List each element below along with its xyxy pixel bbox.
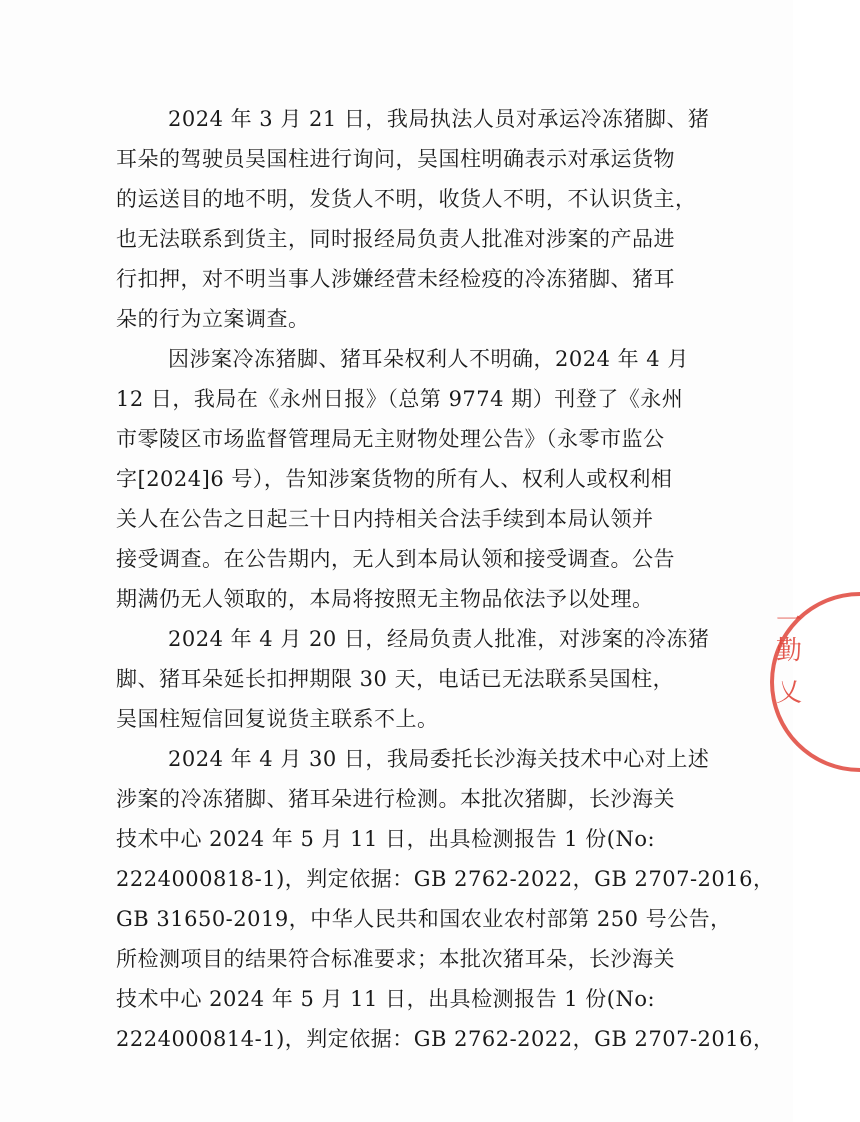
text-line: 的运送目的地不明，发货人不明，收货人不明，不认识货主，: [116, 187, 697, 211]
text-line: 12 日，我局在《永州日报》（总第 9774 期）刊登了《永州: [116, 387, 684, 411]
text-line: 接受调查。在公告期内，无人到本局认领和接受调查。公告: [116, 547, 675, 571]
text-line: 技术中心 2024 年 5 月 11 日，出具检测报告 1 份(No:: [116, 987, 656, 1011]
text-line: 2024 年 4 月 20 日，经局负责人批准，对涉案的冷冻猪: [168, 627, 710, 651]
text-line: 字[2024]6 号），告知涉案货物的所有人、权利人或权利相: [116, 467, 673, 491]
text-line: 2224000814-1)，判定依据：GB 2762-2022，GB 2707-2016，: [116, 1027, 775, 1051]
text-line: 期满仍无人领取的，本局将按照无主物品依法予以处理。: [116, 587, 654, 611]
text-line: 行扣押，对不明当事人涉嫌经营未经检疫的冷冻猪脚、猪耳: [116, 267, 675, 291]
text-line: 2224000818-1)，判定依据：GB 2762-2022，GB 2707-2016，: [116, 867, 775, 891]
text-line: GB 31650-2019，中华人民共和国农业农村部第 250 号公告，: [116, 907, 732, 931]
official-seal-fragment: [764, 592, 803, 772]
text-line: 也无法联系到货主，同时报经局负责人批准对涉案的产品进: [116, 227, 675, 251]
text-line: 因涉案冷冻猪脚、猪耳朵权利人不明确，2024 年 4 月: [168, 347, 689, 371]
text-line: 2024 年 4 月 30 日，我局委托长沙海关技术中心对上述: [168, 747, 710, 771]
text-line: 脚、猪耳朵延长扣押期限 30 天，电话已无法联系吴国柱，: [116, 667, 675, 691]
seal-char: 乂: [776, 678, 803, 708]
text-line: 朵的行为立案调查。: [116, 307, 310, 331]
text-line: 技术中心 2024 年 5 月 11 日，出具检测报告 1 份(No:: [116, 827, 656, 851]
seal-char: 勤: [776, 636, 803, 666]
text-line: 耳朵的驾驶员吴国柱进行询问，吴国柱明确表示对承运货物: [116, 147, 675, 171]
text-line: 涉案的冷冻猪脚、猪耳朵进行检测。本批次猪脚，长沙海关: [116, 787, 675, 811]
text-line: 吴国柱短信回复说货主联系不上。: [116, 707, 439, 731]
seal-char: 一: [776, 606, 803, 636]
text-line: 所检测项目的结果符合标准要求；本批次猪耳朵，长沙海关: [116, 947, 675, 971]
text-line: 市零陵区市场监督管理局无主财物处理公告》（永零市监公: [116, 427, 665, 451]
text-line: 关人在公告之日起三十日内持相关合法手续到本局认领并: [116, 507, 654, 531]
text-line: 2024 年 3 月 21 日，我局执法人员对承运冷冻猪脚、猪: [168, 107, 710, 131]
